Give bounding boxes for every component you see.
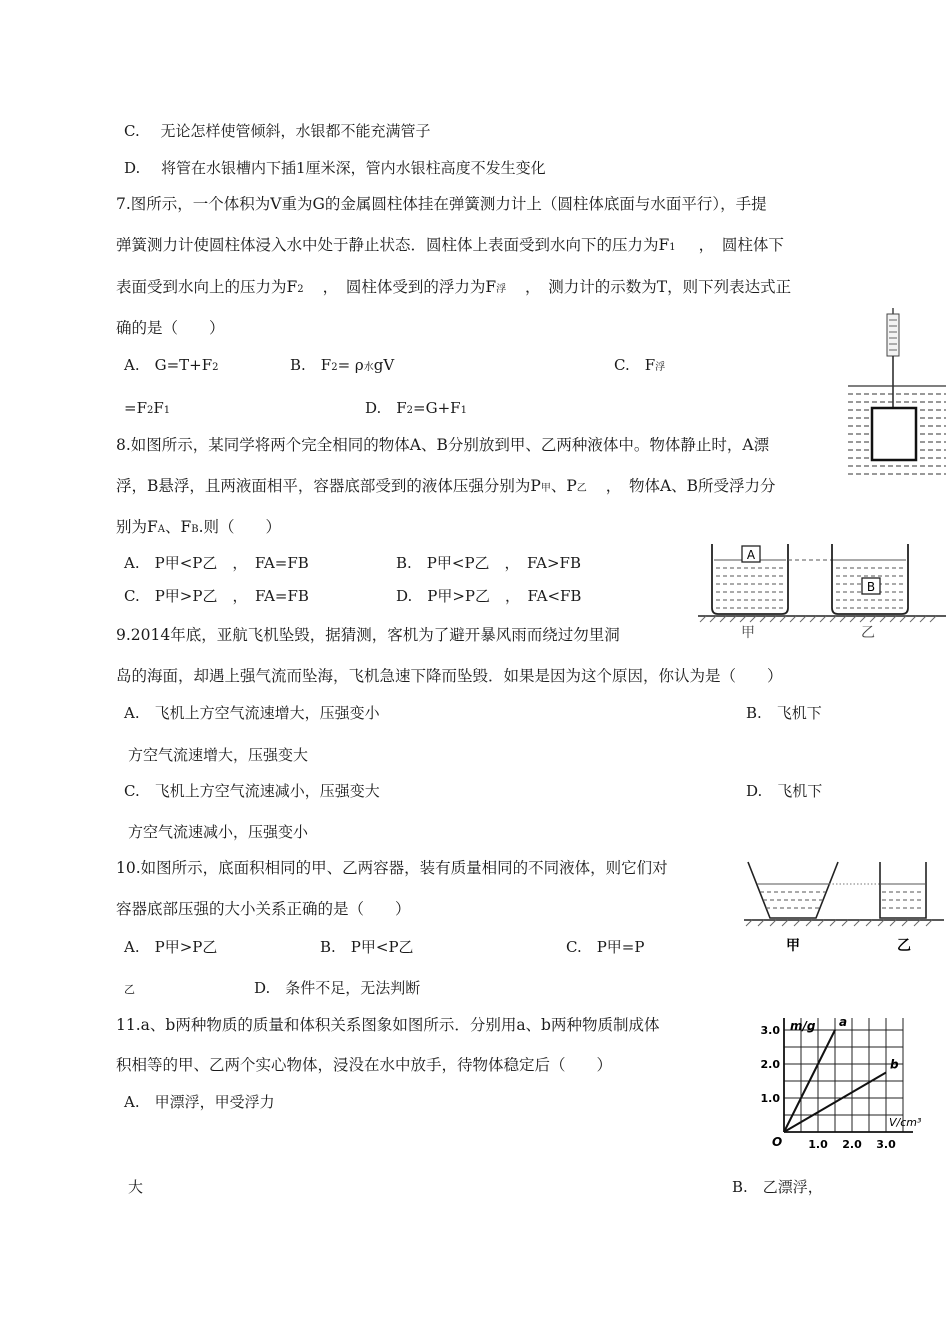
text: ， 测力计的示数为T，则下列表达式正 [525, 278, 792, 296]
container-yi-rect [880, 862, 926, 918]
q6-option-d [124, 157, 546, 179]
q11-option-a: A. 甲漂浮，甲受浮力 [124, 1093, 275, 1111]
x-axis-label: V/cm³ [889, 1116, 922, 1129]
text: ， 圆柱体受到的浮力为F [322, 278, 497, 296]
option-text: =G+F [413, 399, 461, 417]
x-tick-label: 3.0 [876, 1138, 896, 1151]
q8-option-a [124, 552, 309, 574]
q8-option-d [396, 585, 581, 607]
text: 、F [165, 518, 192, 536]
origin-label: O [772, 1135, 783, 1149]
q6-option-c [124, 120, 431, 142]
subscript: 1 [163, 405, 171, 416]
q9-option-d-continued: 方空气流速减小，压强变小 [128, 823, 309, 841]
ground-hatch [746, 920, 932, 926]
q9-stem-line2: 岛的海面，却遇上强气流而坠海，飞机急速下降而坠毁．如果是因为这个原因，你认为是（ ） [116, 667, 783, 685]
x-tick-label: 2.0 [842, 1138, 862, 1151]
option-text: B. P甲<P乙 ， F [396, 554, 537, 572]
option-text: A. P甲<P乙 ， F [124, 554, 264, 572]
q9-option-c: C. 飞机上方空气流速减小，压强变大 [124, 782, 380, 800]
q7-stem-line4: 确的是（ ） [116, 319, 225, 337]
option-text: C. F [614, 356, 656, 374]
q10-stem-line1: 10.如图所示，底面积相同的甲、乙两容器，装有质量相同的不同液体，则它们对 [116, 859, 668, 877]
label-jia: 甲 [741, 625, 755, 640]
q10-containers-figure [742, 856, 946, 956]
option-text: =F [124, 399, 147, 417]
x-tick-label: 1.0 [808, 1138, 828, 1151]
text: 、P [550, 477, 577, 495]
option-text: 将管在水银槽内下插1厘米深，管内水银柱高度不发生变化 [161, 159, 546, 177]
q10-option-d: D. 条件不足，无法判断 [254, 979, 421, 997]
label-yi: 乙 [861, 625, 875, 640]
y-axis-label: m/g [790, 1019, 816, 1033]
text: ， 圆柱体下 [698, 236, 784, 254]
cylinder-block [872, 408, 916, 460]
subscript: 乙 [576, 483, 587, 494]
q9-option-a: A. 飞机上方空气流速增大，压强变小 [124, 704, 380, 722]
q11-stem-line1: 11.a、b两种物质的质量和体积关系图象如图所示．分别用a、b两种物质制成体 [116, 1016, 660, 1034]
label-jia: 甲 [786, 938, 800, 954]
series-label-a: a [839, 1018, 848, 1029]
subscript: B [191, 524, 199, 535]
q10-stem-line2: 容器底部压强的大小关系正确的是（ ） [116, 900, 411, 918]
ground-hatch [700, 616, 936, 622]
option-text: = ρ [337, 356, 364, 374]
subscript: 2 [331, 362, 338, 373]
q7-spring-scale-figure [846, 306, 948, 478]
series-label-b: b [890, 1057, 899, 1072]
y-tick-label: 2.0 [760, 1058, 780, 1071]
q9-option-d: D. 飞机下 [746, 782, 823, 800]
q7-option-b [290, 354, 394, 379]
option-text: C. P甲>P乙 ， F [124, 587, 265, 605]
object-a-label: A [746, 548, 756, 562]
q7-option-c [614, 354, 665, 379]
option-text: A=FB [263, 554, 309, 572]
chart-grid [784, 1018, 903, 1132]
option-text: A=FB [264, 587, 309, 605]
text: 弹簧测力计使圆柱体浸入水中处于静止状态．圆柱体上表面受到水向下的压力为F [116, 236, 670, 254]
q11-option-b: B. 乙漂浮， [732, 1178, 823, 1196]
subscript: 2 [406, 405, 414, 416]
q8-stem-line3 [116, 516, 281, 541]
subscript: 浮 [655, 362, 666, 373]
y-tick-label: 3.0 [760, 1024, 780, 1037]
option-text: A<FB [536, 587, 582, 605]
option-text: F [153, 399, 164, 417]
option-text: A. G=T+F [124, 356, 213, 374]
q7-option-c-continued [124, 397, 170, 422]
q9-option-b-continued: 方空气流速增大，压强变大 [128, 746, 309, 764]
q9-option-b: B. 飞机下 [746, 704, 822, 722]
q10-option-c: C. P甲=P [566, 938, 645, 956]
q8-stem-line2 [116, 475, 776, 500]
q8-option-c [124, 585, 309, 607]
q7-stem-line2 [116, 234, 784, 259]
option-text: D. F [365, 399, 407, 417]
subscript: 2 [212, 362, 219, 373]
q11-stem-line2: 积相等的甲、乙两个实心物体，浸没在水中放手，待物体稳定后（ ） [116, 1056, 613, 1074]
q7-stem-line1: 7.图所示，一个体积为V重为G的金属圆柱体挂在弹簧测力计上（圆柱体底面与水面平行），手提 [116, 195, 767, 213]
subscript: 2 [297, 284, 304, 295]
container-jia-trapezoid [748, 862, 838, 918]
subscript: 2 [146, 405, 154, 416]
text: ， 物体A、B所受浮力分 [605, 477, 776, 495]
q9-stem-line1: 9.2014年底，亚航飞机坠毁，据猜测，客机为了避开暴风雨而绕过勿里洞 [116, 626, 620, 644]
option-letter: C. [124, 122, 140, 140]
q7-stem-line3 [116, 276, 791, 301]
q10-option-c-continued: 乙 [124, 983, 135, 996]
text: .则（ ） [198, 518, 282, 536]
subscript: 水 [363, 362, 374, 373]
label-yi: 乙 [897, 938, 911, 954]
text: 浮，B悬浮，且两液面相平，容器底部受到的液体压强分别为P [116, 477, 541, 495]
q11-mass-volume-chart [752, 1018, 948, 1156]
subscript: 1 [460, 405, 467, 416]
liquid-jia [757, 884, 829, 908]
object-b-label: B [866, 580, 876, 594]
subscript: A [157, 524, 165, 535]
q8-containers-figure [696, 538, 948, 640]
option-text: B. F [290, 356, 332, 374]
q10-option-a: A. P甲>P乙 [124, 938, 218, 956]
q11-option-a-continued: 大 [128, 1178, 144, 1196]
option-text: D. P甲>P乙 ， F [396, 587, 537, 605]
subscript: 甲 [540, 483, 551, 494]
q7-option-d [365, 397, 467, 422]
subscript: 浮 [496, 284, 507, 295]
q8-option-b [396, 552, 581, 574]
text: 别为F [116, 518, 158, 536]
y-tick-label: 1.0 [760, 1092, 780, 1105]
q8-stem-line1: 8.如图所示，某同学将两个完全相同的物体A、B分别放到甲、乙两种液体中。物体静止时，A漂 [116, 436, 770, 454]
liquid-jia [714, 560, 786, 608]
q7-option-a [124, 354, 219, 379]
text: 表面受到水向上的压力为F [116, 278, 298, 296]
option-letter: D. [124, 159, 141, 177]
option-text: 无论怎样使管倾斜，水银都不能充满管子 [160, 122, 431, 140]
subscript: 1 [669, 242, 676, 253]
spring-scale-icon [887, 308, 899, 408]
option-text: A>FB [536, 554, 581, 572]
liquid-yi [880, 884, 926, 908]
option-text: gV [373, 356, 395, 374]
q10-option-b: B. P甲<P乙 [320, 938, 414, 956]
